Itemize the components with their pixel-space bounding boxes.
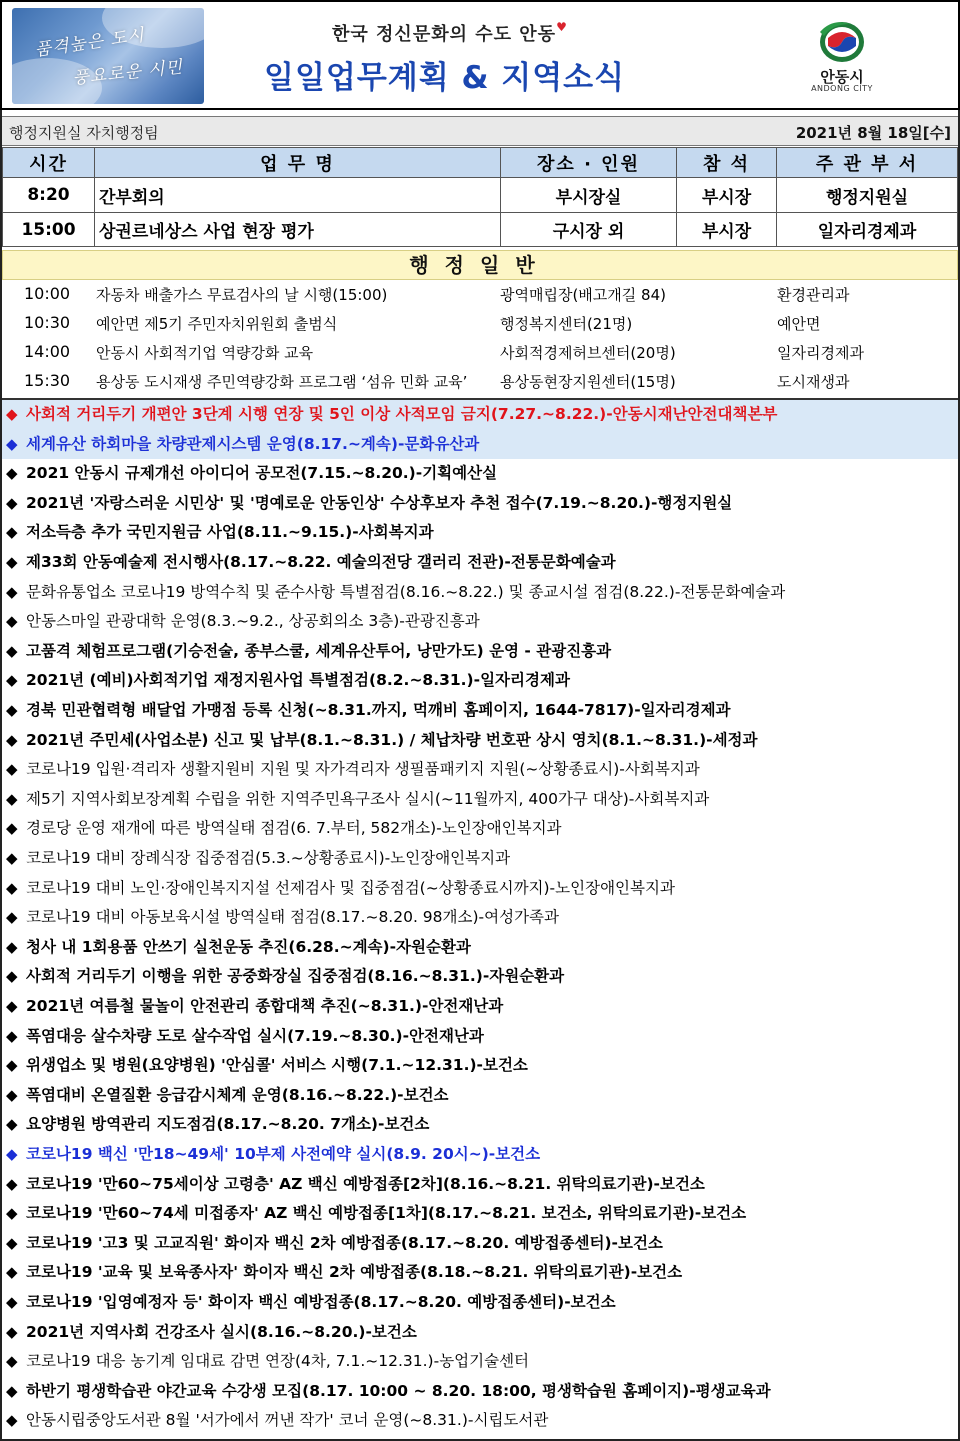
list-item bbox=[0, 1110, 960, 1140]
admin-dept: 일자리경제과 bbox=[777, 344, 864, 362]
list-item bbox=[0, 726, 960, 756]
news-text: 코로나19 '입영예정자 등' 화이자 백신 예방접종(8.17.~8.20. 예방접종센터)-보건소 bbox=[26, 1293, 616, 1311]
department-bar bbox=[0, 116, 960, 146]
news-text: 안동스마일 관광대학 운영(8.3.~9.2., 상공회의소 3층)-관광진흥과 bbox=[26, 612, 480, 631]
news-text: 코로나19 입원·격리자 생활지원비 지원 및 자가격리자 생필품패키지 지원(~상황종료시)-사회복지과 bbox=[26, 760, 700, 779]
admin-dept: 도시재생과 bbox=[777, 373, 850, 391]
diamond-bullet-icon: ◆ bbox=[6, 997, 18, 1015]
diamond-bullet-icon: ◆ bbox=[6, 434, 18, 453]
list-item bbox=[0, 696, 960, 726]
logo-english-name: ANDONG CITY bbox=[811, 84, 873, 93]
diamond-bullet-icon: ◆ bbox=[6, 908, 18, 927]
news-text: 제5기 지역사회보장계획 수립을 위한 지역주민욕구조사 실시(~11월까지, 400가구 대상)-사회복지과 bbox=[26, 789, 710, 808]
list-item bbox=[0, 814, 960, 844]
andong-emblem-icon bbox=[802, 20, 882, 66]
list-item bbox=[0, 962, 960, 992]
admin-task: 자동차 배출가스 무료검사의 날 시행(15:00) bbox=[96, 286, 388, 304]
list-item bbox=[0, 1318, 960, 1348]
admin-task: 예안면 제5기 주민자치위원회 출범식 bbox=[96, 315, 338, 333]
list-item bbox=[0, 1170, 960, 1200]
diamond-bullet-icon: ◆ bbox=[6, 1322, 18, 1341]
cell-time: 15:00 bbox=[2, 213, 94, 246]
diamond-bullet-icon: ◆ bbox=[6, 1145, 18, 1163]
news-text: 폭염대비 온열질환 응급감시체계 운영(8.16.~8.22.)-보건소 bbox=[26, 1085, 449, 1104]
news-text: 사회적 거리두기 이행을 위한 공중화장실 집중점검(8.16.~8.31.)-자원순환과 bbox=[26, 967, 565, 986]
diamond-bullet-icon: ◆ bbox=[6, 1204, 18, 1223]
list-item bbox=[0, 1377, 960, 1407]
list-item bbox=[0, 548, 960, 578]
column-header-place: 장소 · 인원 bbox=[500, 148, 676, 177]
diamond-bullet-icon: ◆ bbox=[6, 612, 18, 631]
page-title: 일일업무계획 & 지역소식 bbox=[264, 60, 626, 96]
list-item bbox=[0, 1229, 960, 1259]
cell-dept: 일자리경제과 bbox=[776, 213, 958, 246]
admin-section-title-text: 행정일반 bbox=[409, 253, 551, 277]
admin-row bbox=[2, 338, 958, 367]
diamond-bullet-icon: ◆ bbox=[6, 523, 18, 542]
news-text: 코로나19 '교육 및 보육종사자' 화이자 백신 2차 예방접종(8.18.~8.21. 위탁의료기관)-보건소 bbox=[26, 1263, 683, 1282]
news-text: 2021년 주민세(사업소분) 신고 및 납부(8.1.~8.31.) / 체납차량 번호판 상시 영치(8.1.~8.31.)-세정과 bbox=[26, 730, 758, 749]
news-text: 청사 내 1회용품 안쓰기 실천운동 추진(6.28.~계속)-자원순환과 bbox=[26, 937, 471, 956]
news-text: 코로나19 대비 아동보육시설 방역실태 점검(8.17.~8.20. 98개소)-여성가족과 bbox=[26, 908, 559, 927]
diamond-bullet-icon: ◆ bbox=[6, 701, 18, 719]
slogan-banner bbox=[12, 8, 204, 104]
diamond-bullet-icon: ◆ bbox=[6, 849, 18, 867]
news-text: 제33회 안동예술제 전시행사(8.17.~8.22. 예술의전당 갤러리 전관)-전통문화예술과 bbox=[26, 553, 616, 571]
news-text: 코로나19 대응 농기계 임대료 감면 연장(4차, 7.1.~12.31.)-농업기술센터 bbox=[26, 1352, 530, 1371]
table-row bbox=[2, 177, 958, 212]
diamond-bullet-icon: ◆ bbox=[6, 671, 18, 690]
list-item bbox=[0, 578, 960, 608]
table-row bbox=[2, 212, 958, 247]
news-text: 코로나19 '만60~75세이상 고령층' AZ 백신 예방접종[2차](8.16.~8.21. 위탁의료기관)-보건소 bbox=[26, 1174, 705, 1193]
admin-dept: 환경관리과 bbox=[777, 286, 850, 304]
admin-place: 광역매립장(배고개길 84) bbox=[500, 286, 666, 304]
news-text: 코로나19 백신 '만18~49세' 10부제 사전예약 실시(8.9. 20시~)-보건소 bbox=[26, 1145, 541, 1163]
admin-schedule-list bbox=[2, 280, 958, 396]
admin-time: 14:00 bbox=[24, 342, 71, 361]
diamond-bullet-icon: ◆ bbox=[6, 789, 18, 808]
news-text: 2021 안동시 규제개선 아이디어 공모전(7.15.~8.20.)-기획예산실 bbox=[26, 464, 498, 483]
diamond-bullet-icon: ◆ bbox=[6, 1381, 18, 1400]
diamond-bullet-icon: ◆ bbox=[6, 1026, 18, 1045]
table-header-row bbox=[2, 147, 958, 177]
diamond-bullet-icon: ◆ bbox=[6, 819, 18, 838]
list-item bbox=[0, 1199, 960, 1229]
admin-task: 용상동 도시재생 주민역량강화 프로그램 ‘섬유 민화 교육’ bbox=[96, 373, 468, 391]
list-item bbox=[0, 1406, 960, 1436]
diamond-bullet-icon: ◆ bbox=[6, 1263, 18, 1282]
diamond-bullet-icon: ◆ bbox=[6, 1115, 18, 1134]
schedule-table bbox=[2, 147, 958, 247]
heart-icon: ♥ bbox=[556, 20, 568, 34]
news-text: 고품격 체험프로그램(기승전술, 종부스쿨, 세계유산투어, 낭만가도) 운영 - 관광진흥과 bbox=[26, 641, 612, 660]
diamond-bullet-icon: ◆ bbox=[6, 1174, 18, 1193]
news-text: 코로나19 '고3 및 고교직원' 화이자 백신 2차 예방접종(8.17.~8.20. 예방접종센터)-보건소 bbox=[26, 1233, 663, 1252]
column-header-task: 업 무 명 bbox=[94, 148, 500, 177]
diamond-bullet-icon: ◆ bbox=[6, 493, 18, 512]
admin-section-title bbox=[2, 250, 958, 280]
admin-row bbox=[2, 367, 958, 396]
diamond-bullet-icon: ◆ bbox=[6, 1352, 18, 1371]
list-item bbox=[0, 489, 960, 519]
admin-row bbox=[2, 309, 958, 338]
logo-name: 안동시 bbox=[820, 68, 864, 86]
list-item bbox=[0, 400, 960, 430]
list-item bbox=[0, 992, 960, 1022]
diamond-bullet-icon: ◆ bbox=[6, 1085, 18, 1104]
news-text: 세계유산 하회마을 차량관제시스템 운영(8.17.~계속)-문화유산과 bbox=[26, 434, 480, 453]
admin-dept: 예안면 bbox=[777, 315, 821, 333]
news-text: 코로나19 '만60~74세 미접종자' AZ 백신 예방접종[1차](8.17.~8.21. 보건소, 위탁의료기관)-보건소 bbox=[26, 1204, 747, 1223]
list-item bbox=[0, 1258, 960, 1288]
news-text: 경북 민관협력형 배달업 가맹점 등록 신청(~8.31.까지, 먹깨비 홈페이지, 1644-7817)-일자리경제과 bbox=[26, 701, 731, 719]
page-header bbox=[0, 0, 960, 110]
list-item bbox=[0, 844, 960, 874]
list-item bbox=[0, 1022, 960, 1052]
diamond-bullet-icon: ◆ bbox=[6, 1293, 18, 1311]
department-name: 행정지원실 자치행정팀 bbox=[9, 124, 159, 142]
admin-time: 15:30 bbox=[24, 371, 71, 390]
news-text: 2021년 여름철 물놀이 안전관리 종합대책 추진(~8.31.)-안전재난과 bbox=[26, 997, 504, 1015]
admin-place: 사회적경제허브센터(20명) bbox=[500, 344, 676, 362]
news-text: 코로나19 대비 노인·장애인복지지설 선제검사 및 집중점검(~상황종료시까지)-노인장애인복지과 bbox=[26, 878, 675, 897]
diamond-bullet-icon: ◆ bbox=[6, 582, 18, 601]
news-text: 하반기 평생학습관 야간교육 수강생 모집(8.17. 10:00 ~ 8.20. 18:00, 평생학습원 홈페이지)-평생교육과 bbox=[26, 1381, 771, 1400]
cell-time: 8:20 bbox=[2, 178, 94, 212]
news-text: 2021년 '자랑스러운 시민상' 및 '명예로운 안동인상' 수상후보자 추천 접수(7.19.~8.20.)-행정지원실 bbox=[26, 493, 733, 512]
admin-time: 10:30 bbox=[24, 313, 71, 332]
header-subtitle bbox=[332, 20, 568, 46]
header-subtitle-text: 한국 정신문화의 수도 안동 bbox=[332, 24, 557, 45]
slogan-line-2: 풍요로운 시민 bbox=[71, 57, 184, 89]
news-text: 사회적 거리두기 개편안 3단계 시행 연장 및 5인 이상 사적모임 금지(7.27.~8.22.)-안동시재난안전대책본부 bbox=[26, 405, 778, 423]
cell-task: 간부회의 bbox=[94, 178, 500, 212]
news-text: 폭염대응 살수차량 도로 살수작업 실시(7.19.~8.30.)-안전재난과 bbox=[26, 1026, 484, 1045]
news-text: 저소득층 추가 국민지원금 사업(8.11.~9.15.)-사회복지과 bbox=[26, 523, 434, 542]
list-item bbox=[0, 755, 960, 785]
column-header-time: 시간 bbox=[2, 148, 94, 177]
admin-row bbox=[2, 280, 958, 309]
diamond-bullet-icon: ◆ bbox=[6, 464, 18, 483]
list-item bbox=[0, 933, 960, 963]
diamond-bullet-icon: ◆ bbox=[6, 937, 18, 956]
list-item bbox=[0, 459, 960, 489]
list-item bbox=[0, 518, 960, 548]
list-item bbox=[0, 1081, 960, 1111]
list-item bbox=[0, 637, 960, 667]
diamond-bullet-icon: ◆ bbox=[6, 1056, 18, 1075]
list-item bbox=[0, 1347, 960, 1377]
diamond-bullet-icon: ◆ bbox=[6, 878, 18, 897]
news-text: 2021년 지역사회 건강조사 실시(8.16.~8.20.)-보건소 bbox=[26, 1322, 417, 1341]
city-logo bbox=[802, 20, 882, 100]
diamond-bullet-icon: ◆ bbox=[6, 641, 18, 660]
news-text: 요양병원 방역관리 지도점검(8.17.~8.20. 7개소)-보건소 bbox=[26, 1115, 430, 1134]
list-item bbox=[0, 1051, 960, 1081]
list-item bbox=[0, 430, 960, 460]
diamond-bullet-icon: ◆ bbox=[6, 1411, 18, 1430]
admin-time: 10:00 bbox=[24, 284, 71, 303]
list-item bbox=[0, 874, 960, 904]
list-item bbox=[0, 903, 960, 933]
admin-place: 행정복지센터(21명) bbox=[500, 315, 633, 333]
diamond-bullet-icon: ◆ bbox=[6, 405, 18, 423]
news-text: 위생업소 및 병원(요양병원) '안심콜' 서비스 시행(7.1.~12.31.)-보건소 bbox=[26, 1056, 528, 1075]
diamond-bullet-icon: ◆ bbox=[6, 1233, 18, 1252]
cell-place: 구시장 외 bbox=[500, 213, 676, 246]
diamond-bullet-icon: ◆ bbox=[6, 730, 18, 749]
admin-task: 안동시 사회적기업 역량강화 교육 bbox=[96, 344, 314, 362]
list-item bbox=[0, 785, 960, 815]
list-item bbox=[0, 666, 960, 696]
list-item bbox=[0, 607, 960, 637]
cell-dept: 행정지원실 bbox=[776, 178, 958, 212]
news-text: 코로나19 대비 장례식장 집중점검(5.3.~상황종료시)-노인장애인복지과 bbox=[26, 849, 511, 867]
cell-place: 부시장실 bbox=[500, 178, 676, 212]
list-item bbox=[0, 1140, 960, 1170]
news-text: 2021년 (예비)사회적기업 재정지원사업 특별점검(8.2.~8.31.)-일자리경제과 bbox=[26, 671, 570, 690]
slogan-line-1: 품격높은 도시 bbox=[33, 25, 147, 61]
cell-task: 상권르네상스 사업 현장 평가 bbox=[94, 213, 500, 246]
list-item bbox=[0, 1288, 960, 1318]
diamond-bullet-icon: ◆ bbox=[6, 553, 18, 571]
news-text: 문화유통업소 코로나19 방역수칙 및 준수사항 특별점검(8.16.~8.22.) 및 종교시설 점검(8.22.)-전통문화예술과 bbox=[26, 582, 786, 601]
cell-attend: 부시장 bbox=[676, 213, 776, 246]
column-header-dept: 주 관 부 서 bbox=[776, 148, 958, 177]
report-date: 2021년 8월 18일[수] bbox=[795, 124, 951, 142]
diamond-bullet-icon: ◆ bbox=[6, 760, 18, 779]
news-text: 경로당 운영 재개에 따른 방역실태 점검(6. 7.부터, 582개소)-노인장애인복지과 bbox=[26, 819, 562, 838]
column-header-attend: 참 석 bbox=[676, 148, 776, 177]
cell-attend: 부시장 bbox=[676, 178, 776, 212]
admin-place: 용상동현장지원센터(15명) bbox=[500, 373, 676, 391]
news-text: 안동시립중앙도서관 8월 '서가에서 꺼낸 작가' 코너 운영(~8.31.)-시립도서관 bbox=[26, 1411, 549, 1430]
diamond-bullet-icon: ◆ bbox=[6, 967, 18, 986]
